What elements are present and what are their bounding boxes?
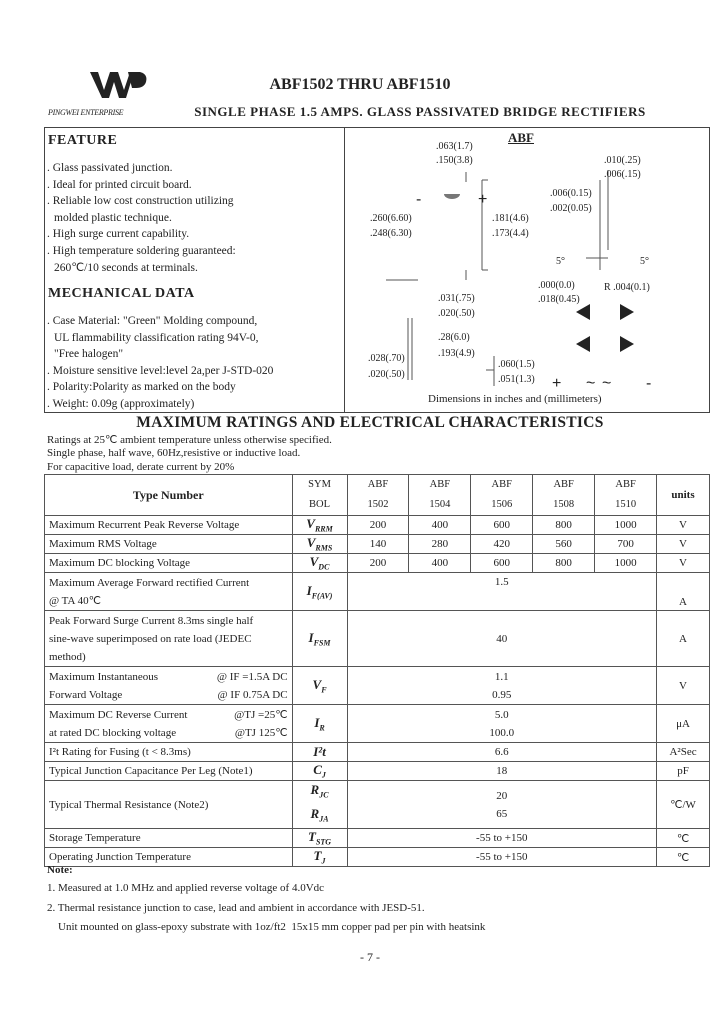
note-item: 2. Thermal resistance junction to case, lead and ambient in accordance with JESD-51. <box>47 902 425 914</box>
row-desc: Maximum DC Reverse Current @TJ =25℃ at rated DC blocking voltage @TJ 125℃ <box>45 705 293 743</box>
row-unit: V <box>657 554 710 573</box>
row-value: 420 <box>471 535 533 554</box>
dim-label: 5° <box>640 256 649 267</box>
feature-item: molded plastic technique. <box>54 211 172 224</box>
dim-label: .000(0.0) <box>538 280 575 291</box>
row-desc: Peak Forward Surge Current 8.3ms single half sine-wave superimposed on rate load (JEDEC method) <box>45 611 293 667</box>
mechanical-item: UL flammability classification rating 94V-0, <box>54 331 259 344</box>
dim-label: R .004(0.1) <box>604 282 650 293</box>
feature-item: . Glass passivated junction. <box>47 162 173 174</box>
row-value: 600 <box>471 516 533 535</box>
row-value: 200 <box>347 554 409 573</box>
table-row <box>45 667 710 705</box>
enterprise-name: PINGWEI ENTERPRISE <box>48 108 124 117</box>
row-value: 140 <box>347 535 409 554</box>
dim-label: .028(.70) <box>368 353 405 364</box>
row-symbol: $R_{JC}$ $R_{JA}$ <box>292 781 347 829</box>
row-value: 400 <box>409 516 471 535</box>
right-rule <box>709 127 710 412</box>
dim-label: .006(0.15) <box>550 188 592 199</box>
dim-label: .150(3.8) <box>436 155 473 166</box>
feature-heading: FEATURE <box>48 133 118 148</box>
feature-item: 260℃/10 seconds at terminals. <box>54 261 198 274</box>
row-unit: A <box>657 611 710 667</box>
feature-item: . High surge current capability. <box>47 228 190 241</box>
dim-label: .002(0.05) <box>550 203 592 214</box>
pin-label-minus: - <box>646 375 652 392</box>
dim-label: .28(6.0) <box>438 332 470 343</box>
table-row <box>45 516 710 535</box>
notes-heading: Note: <box>47 864 73 876</box>
pin-label-plus: + <box>552 375 562 392</box>
table-row <box>45 554 710 573</box>
dim-label: .031(.75) <box>438 293 475 304</box>
mechanical-item: . Moisture sensitive level:level 2a,per J-STD-020 <box>47 364 274 377</box>
top-rule <box>44 127 710 128</box>
symbol-header: SYM BOL <box>292 475 347 516</box>
row-value: 1.5 <box>347 573 657 611</box>
ratings-note: Single phase, half wave, 60Hz,resistive or inductive load. <box>47 447 301 459</box>
row-desc: Maximum Instantaneous @ IF =1.5A DC Forward Voltage @ IF 0.75A DC <box>45 667 293 705</box>
table-row <box>45 705 710 743</box>
row-symbol: $V_{DC}$ <box>292 554 347 573</box>
svg-text:+: + <box>478 191 488 208</box>
row-symbol: I²t <box>292 743 347 762</box>
feature-item: . High temperature soldering guaranteed: <box>47 244 236 257</box>
row-symbol: $V_{RRM}$ <box>292 516 347 535</box>
row-symbol: $T_J$ <box>292 848 347 867</box>
mechanical-heading: MECHANICAL DATA <box>48 286 195 301</box>
row-value: 1000 <box>595 554 657 573</box>
row-desc: Storage Temperature <box>45 829 293 848</box>
row-value: 200 <box>347 516 409 535</box>
dim-label: 5° <box>556 256 565 267</box>
row-desc: Maximum Recurrent Peak Reverse Voltage <box>45 516 293 535</box>
table-row <box>45 573 710 611</box>
row-value: 800 <box>533 554 595 573</box>
units-header: units <box>657 475 710 516</box>
type-number-header: Type Number <box>45 475 293 516</box>
row-desc: Maximum Average Forward rectified Current @ TA 40℃ <box>45 573 293 611</box>
row-value: 280 <box>409 535 471 554</box>
row-unit: μA <box>657 705 710 743</box>
row-value: 40 <box>347 611 657 667</box>
row-value: 560 <box>533 535 595 554</box>
dim-label: .051(1.3) <box>498 374 535 385</box>
table-row <box>45 829 710 848</box>
dim-label: .173(4.4) <box>492 228 529 239</box>
page-number: - 7 - <box>360 950 380 964</box>
mechanical-item: . Polarity:Polarity as marked on the body <box>47 381 236 394</box>
row-unit: ℃ <box>657 848 710 867</box>
svg-text:-: - <box>416 191 422 208</box>
row-symbol: $C_J$ <box>292 762 347 781</box>
row-value: 5.0 100.0 <box>347 705 657 743</box>
row-value: 1000 <box>595 516 657 535</box>
part-header: ABF 1504 <box>409 475 471 516</box>
dimensions-caption: Dimensions in inches and (millimeters) <box>428 393 602 405</box>
note-item: 1. Measured at 1.0 MHz and applied reverse voltage of 4.0Vdc <box>47 882 325 894</box>
document-title: ABF1502 THRU ABF1510 <box>269 76 451 93</box>
row-desc: Typical Junction Capacitance Per Leg (Note1) <box>45 762 293 781</box>
row-unit: A <box>657 573 710 611</box>
dim-label: .063(1.7) <box>436 141 473 152</box>
row-desc: Operating Junction Temperature <box>45 848 293 867</box>
table-row <box>45 743 710 762</box>
dim-label: .020(.50) <box>368 369 405 380</box>
ratings-heading: MAXIMUM RATINGS AND ELECTRICAL CHARACTERISTICS <box>136 414 604 431</box>
part-header: ABF 1506 <box>471 475 533 516</box>
table-row <box>45 535 710 554</box>
feature-item: . Ideal for printed circuit board. <box>47 178 192 191</box>
dim-label: .060(1.5) <box>498 359 535 370</box>
row-symbol: $V_F$ <box>292 667 347 705</box>
center-rule <box>344 127 345 412</box>
row-value: 1.1 0.95 <box>347 667 657 705</box>
package-name: ABF <box>508 130 534 145</box>
ratings-note: For capacitive load, derate current by 20% <box>47 461 235 473</box>
dim-label: .010(.25) <box>604 155 641 166</box>
pin-label-ac2: ~ <box>602 375 612 392</box>
row-value: 400 <box>409 554 471 573</box>
mechanical-item: . Case Material: "Green" Molding compound, <box>47 315 258 327</box>
row-symbol: $V_{RMS}$ <box>292 535 347 554</box>
pin-label-ac1: ~ <box>586 375 596 392</box>
row-unit: V <box>657 535 710 554</box>
row-desc: Typical Thermal Resistance (Note2) <box>45 781 293 829</box>
left-rule <box>44 127 45 412</box>
row-symbol: $I_{FSM}$ <box>292 611 347 667</box>
row-desc: Maximum DC blocking Voltage <box>45 554 293 573</box>
note-item: Unit mounted on glass-epoxy substrate with 1oz/ft2 15x15 mm copper pad per pin with heatsink <box>47 921 486 933</box>
part-header: ABF 1502 <box>347 475 409 516</box>
dim-label: .006(.15) <box>604 169 641 180</box>
row-symbol: $T_{STG}$ <box>292 829 347 848</box>
row-unit: V <box>657 516 710 535</box>
row-value: 700 <box>595 535 657 554</box>
row-value: 20 65 <box>347 781 657 829</box>
row-unit: ℃/W <box>657 781 710 829</box>
dim-label: .248(6.30) <box>370 228 412 239</box>
row-value: -55 to +150 <box>347 829 657 848</box>
part-header: ABF 1510 <box>595 475 657 516</box>
table-row <box>45 611 710 667</box>
mechanical-list <box>47 313 273 413</box>
dim-label: .018(0.45) <box>538 294 580 305</box>
dim-label: .181(4.6) <box>492 213 529 224</box>
dim-label: .193(4.9) <box>438 348 475 359</box>
feature-item: . Reliable low cost construction utilizing <box>47 195 234 208</box>
mechanical-item: "Free halogen" <box>54 348 124 361</box>
table-row <box>45 781 710 829</box>
row-symbol: $I_{F(AV)}$ <box>292 573 347 611</box>
row-value: 600 <box>471 554 533 573</box>
row-unit: ℃ <box>657 829 710 848</box>
row-desc: I²t Rating for Fusing (t < 8.3ms) <box>45 743 293 762</box>
row-value: 800 <box>533 516 595 535</box>
document-subtitle: SINGLE PHASE 1.5 AMPS. GLASS PASSIVATED BRIDGE RECTIFIERS <box>194 104 646 119</box>
row-value: 18 <box>347 762 657 781</box>
row-desc: Maximum RMS Voltage <box>45 535 293 554</box>
ratings-note: Ratings at 25℃ ambient temperature unless otherwise specified. <box>47 434 332 446</box>
row-unit: pF <box>657 762 710 781</box>
dim-label: .260(6.60) <box>370 213 412 224</box>
mechanical-item: . Weight: 0.09g (approximately) <box>47 397 195 410</box>
row-value: -55 to +150 <box>347 848 657 867</box>
row-unit: V <box>657 667 710 705</box>
row-symbol: $I_R$ <box>292 705 347 743</box>
table-row <box>45 848 710 867</box>
row-unit: A²Sec <box>657 743 710 762</box>
table-row <box>45 762 710 781</box>
part-header: ABF 1508 <box>533 475 595 516</box>
ratings-table <box>44 474 710 867</box>
table-header-row <box>45 475 710 516</box>
dim-label: .020(.50) <box>438 308 475 319</box>
feature-list <box>47 160 236 276</box>
row-value: 6.6 <box>347 743 657 762</box>
